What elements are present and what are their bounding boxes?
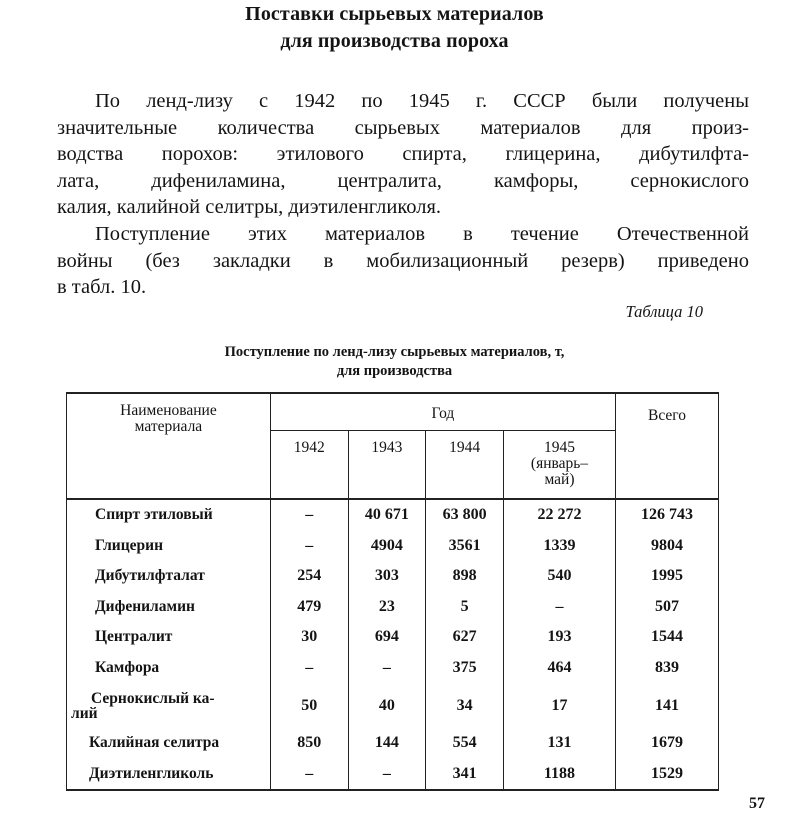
value-total: 507 bbox=[616, 592, 719, 623]
paragraph-1 bbox=[57, 88, 749, 221]
value-1943: 303 bbox=[348, 561, 426, 592]
paragraph-line: По ленд-лизу с 1942 по 1945 г. СССР были получены bbox=[95, 90, 749, 112]
paragraph-line: водства порохов: этилового спирта, глицерина, дибутилфта- bbox=[57, 143, 749, 165]
value-1943: 4904 bbox=[348, 531, 426, 562]
page-number: 57 bbox=[749, 795, 765, 812]
value-1945: 1188 bbox=[503, 759, 615, 791]
value-1943: 144 bbox=[348, 728, 426, 759]
value-1942: 50 bbox=[270, 683, 348, 728]
column-header-year-1945 bbox=[503, 431, 615, 500]
value-1942: – bbox=[270, 653, 348, 684]
table-caption bbox=[0, 343, 789, 381]
value-total: 141 bbox=[616, 683, 719, 728]
paragraph-line: в табл. 10. bbox=[57, 276, 147, 298]
value-1943: – bbox=[348, 759, 426, 791]
value-1943: 40 bbox=[348, 683, 426, 728]
value-1942: 254 bbox=[270, 561, 348, 592]
value-1945: 131 bbox=[503, 728, 615, 759]
material-name: Дифениламин bbox=[67, 592, 271, 623]
material-name-line-1: Сернокислый ка- bbox=[91, 689, 215, 707]
paragraph-line: значительные количества сырьевых материалов для произ- bbox=[57, 116, 749, 139]
table-row bbox=[67, 759, 719, 791]
value-1944: 898 bbox=[426, 561, 504, 592]
table-row bbox=[67, 499, 719, 531]
year-header-line: (январь– bbox=[530, 455, 589, 472]
paragraph-line: войны (без закладки в мобилизационный резерв) приведено bbox=[57, 249, 749, 272]
material-name: Спирт этиловый bbox=[67, 499, 271, 531]
table-row bbox=[67, 728, 719, 759]
value-1944: 34 bbox=[426, 683, 504, 728]
value-1942: 479 bbox=[270, 592, 348, 623]
value-1942: 30 bbox=[270, 622, 348, 653]
value-1944: 375 bbox=[426, 653, 504, 684]
section-heading-line-2: для производства пороха bbox=[280, 30, 509, 52]
column-header-year-1943 bbox=[348, 431, 426, 500]
value-1944: 554 bbox=[426, 728, 504, 759]
table-row bbox=[67, 622, 719, 653]
material-name: Дибутилфталат bbox=[67, 561, 271, 592]
value-1945: 193 bbox=[503, 622, 615, 653]
column-header-total: Всего bbox=[616, 393, 719, 499]
value-1942: 850 bbox=[270, 728, 348, 759]
value-1942: – bbox=[270, 499, 348, 531]
value-1944: 341 bbox=[426, 759, 504, 791]
column-header-material-line-2: материала bbox=[134, 418, 203, 435]
paragraph-line: калия, калийной селитры, диэтиленгликоля. bbox=[57, 196, 442, 218]
year-header-line: май) bbox=[544, 471, 575, 488]
column-header-year-1942 bbox=[270, 431, 348, 500]
value-1943: 40 671 bbox=[348, 499, 426, 531]
table-row bbox=[67, 531, 719, 562]
section-heading bbox=[0, 1, 789, 55]
value-total: 1529 bbox=[616, 759, 719, 791]
table-row bbox=[67, 683, 719, 728]
year-header-line: 1945 bbox=[543, 439, 575, 456]
value-1944: 3561 bbox=[426, 531, 504, 562]
value-total: 1544 bbox=[616, 622, 719, 653]
value-total: 126 743 bbox=[616, 499, 719, 531]
value-1945: 464 bbox=[503, 653, 615, 684]
table-reference-label: Таблица 10 bbox=[625, 302, 703, 321]
paragraph-line: Поступление этих материалов в течение Отечественной bbox=[95, 223, 749, 245]
value-1943: 23 bbox=[348, 592, 426, 623]
section-heading-line-1: Поставки сырьевых материалов bbox=[245, 3, 544, 25]
material-name: Калийная селитра bbox=[67, 728, 271, 759]
value-1943: – bbox=[348, 653, 426, 684]
material-name: Централит bbox=[67, 622, 271, 653]
value-1944: 63 800 bbox=[426, 499, 504, 531]
paragraph-2 bbox=[57, 221, 749, 301]
column-header-year-group: Год bbox=[270, 393, 615, 431]
table-row bbox=[67, 561, 719, 592]
value-1942: – bbox=[270, 759, 348, 791]
value-total: 1995 bbox=[616, 561, 719, 592]
materials-table bbox=[66, 392, 719, 791]
value-1945: 1339 bbox=[503, 531, 615, 562]
table-caption-line-2: для производства bbox=[336, 363, 453, 379]
table-row bbox=[67, 653, 719, 684]
value-total: 839 bbox=[616, 653, 719, 684]
material-name bbox=[67, 683, 271, 728]
table-caption-line-1: Поступление по ленд-лизу сырьевых материалов, т, bbox=[224, 344, 565, 360]
value-1944: 627 bbox=[426, 622, 504, 653]
material-name: Диэтиленгликоль bbox=[67, 759, 271, 791]
column-header-year-1944 bbox=[426, 431, 504, 500]
table-row bbox=[67, 592, 719, 623]
material-name: Камфора bbox=[67, 653, 271, 684]
material-name-line-2: лий bbox=[71, 704, 98, 722]
year-header-line: 1943 bbox=[371, 439, 403, 456]
value-total: 1679 bbox=[616, 728, 719, 759]
value-1942: – bbox=[270, 531, 348, 562]
value-1944: 5 bbox=[426, 592, 504, 623]
year-header-line: 1942 bbox=[293, 439, 325, 456]
value-1945: – bbox=[503, 592, 615, 623]
column-header-material bbox=[67, 393, 271, 499]
year-header-line: 1944 bbox=[449, 439, 481, 456]
material-name: Глицерин bbox=[67, 531, 271, 562]
value-total: 9804 bbox=[616, 531, 719, 562]
value-1943: 694 bbox=[348, 622, 426, 653]
value-1945: 17 bbox=[503, 683, 615, 728]
column-header-material-line-1: Наименование bbox=[120, 402, 217, 419]
paragraph-line: лата, дифениламина, централита, камфоры, сернокислого bbox=[57, 169, 749, 192]
value-1945: 540 bbox=[503, 561, 615, 592]
value-1945: 22 272 bbox=[503, 499, 615, 531]
